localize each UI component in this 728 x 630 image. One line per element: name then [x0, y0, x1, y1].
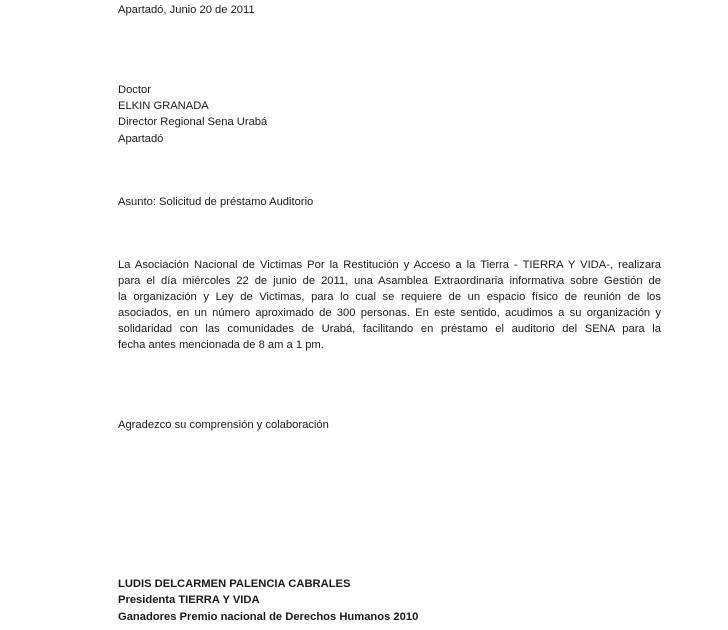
signature-role: Presidenta TIERRA Y VIDA	[118, 594, 260, 607]
signature-award: Ganadores Premio nacional de Derechos Humanos 2010	[118, 610, 419, 623]
signature-name: LUDIS DELCARMEN PALENCIA CABRALES	[118, 578, 351, 590]
body-line-4: asociados, en un número aproximado de 300 personas. En este sentido, acudimos a su organización y	[118, 306, 661, 319]
addressee-title: Doctor	[118, 84, 151, 96]
signature-block	[118, 576, 418, 625]
letter-body	[118, 258, 661, 353]
addressee-name: ELKIN GRANADA	[118, 100, 209, 113]
addressee-city: Apartadó	[118, 132, 164, 145]
body-line-5: solidaridad con las comunidades de Urabá, facilitando en préstamo el auditorio del SENA para la	[118, 322, 661, 335]
addressee-position: Director Regional Sena Urabá	[118, 116, 268, 129]
body-line-1: La Asociación Nacional de Victimas Por la Restitución y Acceso a la Tierra - TIERRA Y VIDA-, realizara	[118, 259, 661, 271]
closing-line: Agradezco su comprensión y colaboración	[118, 419, 329, 431]
subject-line: Asunto: Solicitud de préstamo Auditorio	[118, 196, 314, 208]
body-line-6: fecha antes mencionada de 8 am a 1 pm.	[118, 338, 324, 351]
addressee-block	[118, 82, 267, 147]
place-date: Apartadó, Junio 20 de 2011	[118, 4, 255, 16]
body-line-2: para el día miércoles 22 de junio de 2011, una Asamblea Extraordinaria informativa sobre Gestión de	[118, 274, 661, 287]
body-line-3: la organización y Ley de Victimas, para lo cual se requiere de un espacio físico de reunión de los	[118, 290, 661, 303]
